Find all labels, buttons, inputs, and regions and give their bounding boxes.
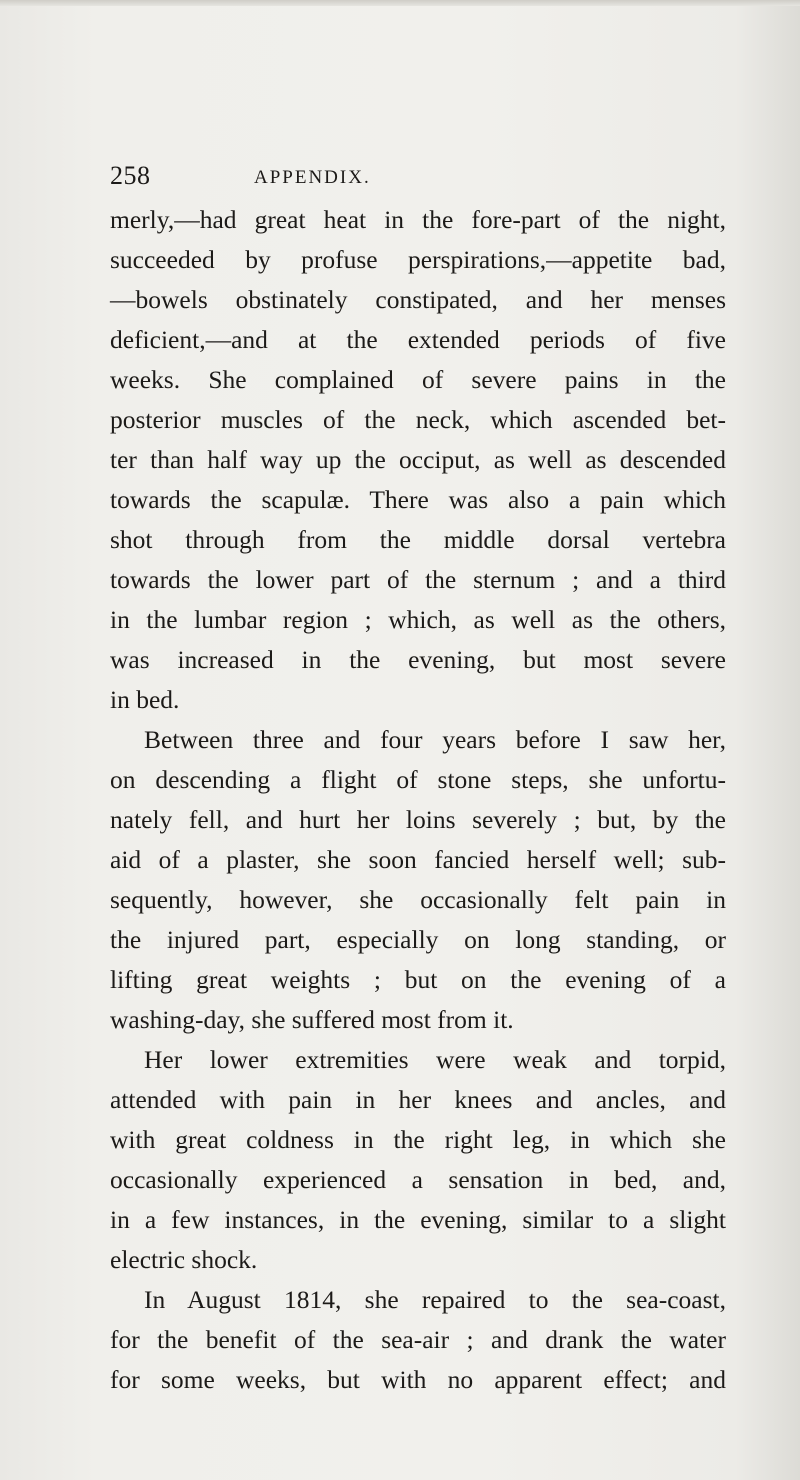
text-line: succeeded by profuse perspirations,—appetite bad, <box>110 245 726 274</box>
text-line: posterior muscles of the neck, which ascended bet- <box>110 405 726 434</box>
page-header <box>110 160 730 196</box>
text-line: for the benefit of the sea-air ; and drank the water <box>110 1325 726 1354</box>
text-line: sequently, however, she occasionally felt pain in <box>110 885 726 914</box>
text-line: deficient,—and at the extended periods of five <box>110 325 726 354</box>
text-line: attended with pain in her knees and ancles, and <box>110 1085 726 1114</box>
text-line: towards the lower part of the sternum ; and a third <box>110 565 726 594</box>
text-line: in bed. <box>110 685 180 714</box>
text-line: on descending a flight of stone steps, she unfortu- <box>110 765 726 794</box>
page-top-edge <box>0 0 800 6</box>
text-line: lifting great weights ; but on the evening of a <box>110 965 726 994</box>
text-line: Her lower extremities were weak and torpid, <box>144 1045 726 1074</box>
text-line: the injured part, especially on long standing, or <box>110 925 726 954</box>
body-text <box>110 200 726 1400</box>
page-number: 258 <box>110 161 151 190</box>
text-line: towards the scapulæ. There was also a pain which <box>110 485 726 514</box>
text-line: Between three and four years before I saw her, <box>144 725 726 754</box>
text-line: weeks. She complained of severe pains in the <box>110 365 726 394</box>
text-line: was increased in the evening, but most severe <box>110 645 726 674</box>
text-line: for some weeks, but with no apparent effect; and <box>110 1365 726 1394</box>
text-line: washing-day, she suffered most from it. <box>110 1005 514 1034</box>
text-line: aid of a plaster, she soon fancied herself well; sub- <box>110 845 726 874</box>
text-line: in a few instances, in the evening, similar to a slight <box>110 1205 726 1234</box>
text-line: ter than half way up the occiput, as well as descended <box>110 445 726 474</box>
text-line: electric shock. <box>110 1245 258 1274</box>
text-line: —bowels obstinately constipated, and her menses <box>110 285 726 314</box>
text-line: in the lumbar region ; which, as well as the others, <box>110 605 726 634</box>
text-line: merly,—had great heat in the fore-part of the night, <box>110 205 726 234</box>
text-line: occasionally experienced a sensation in bed, and, <box>110 1165 726 1194</box>
running-head: APPENDIX. <box>254 167 371 188</box>
text-line: In August 1814, she repaired to the sea-coast, <box>144 1285 726 1314</box>
text-line: nately fell, and hurt her loins severely ; but, by the <box>110 805 726 834</box>
text-line: shot through from the middle dorsal vertebra <box>110 525 726 554</box>
text-line: with great coldness in the right leg, in which she <box>110 1125 726 1154</box>
